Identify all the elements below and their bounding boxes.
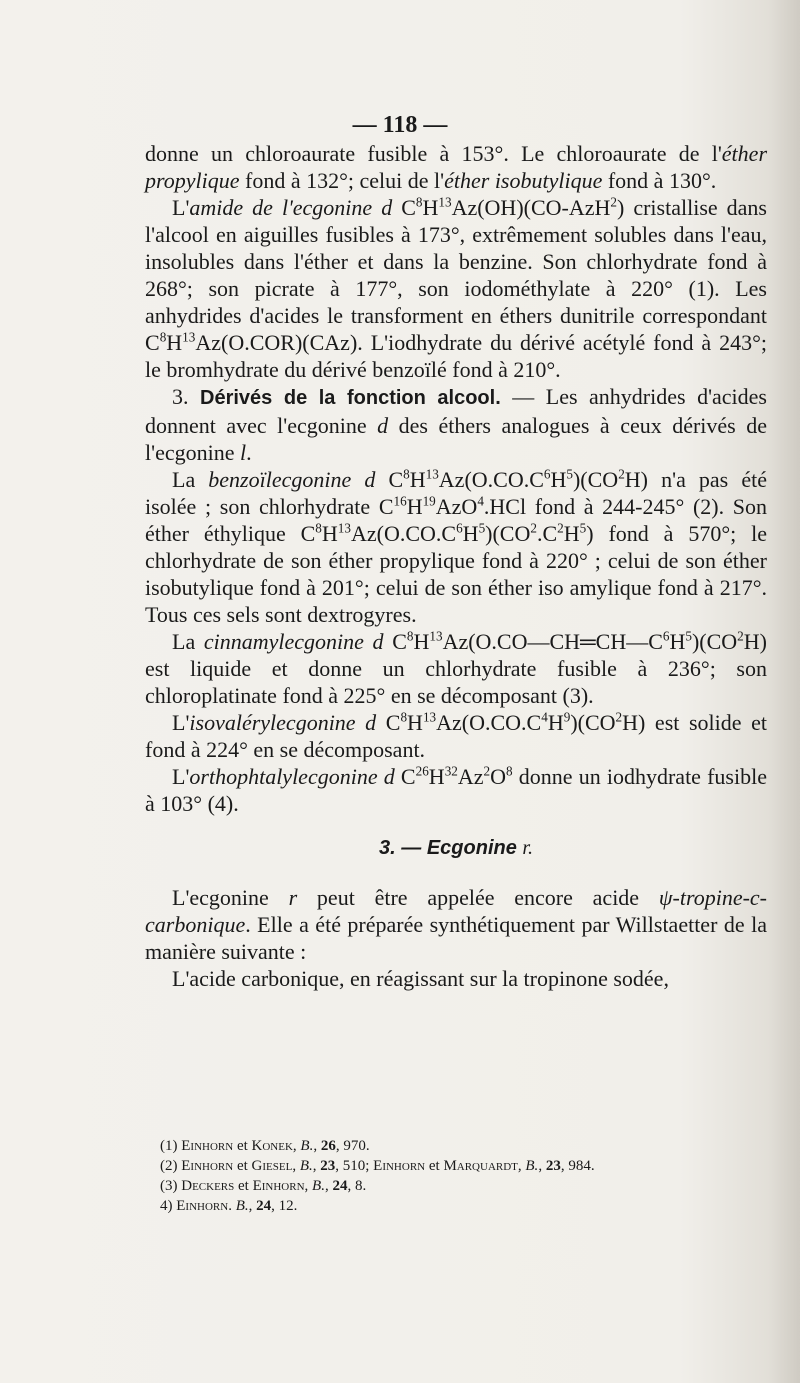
paragraph-2: L'amide de l'ecgonine d $C^8H^{13}Az(OH)(CO-AzH^2)$ cristallise dans l'alcool en aiguilles fusibles à 173°, extrêmement solubles dans l'eau, insolubles dans l'éther et dans la benzine. Son chlorhydrate fond à 268°; son picrate à 177°, son iodométhylate à 220° (1). Les anhydrides d'acides le transforment en éthers dunitrile correspondant $C^8H^{13}Az(O.COR)(CAz)$. L'iodhydrate du dérivé acétylé fond à 243°; le bromhydrate du dérivé benzoïlé fond à 210°.	[145, 194, 767, 382]
footnote-3: (3) Deckers et Einhorn, B., 24, 8.	[160, 1178, 367, 1194]
paragraph-3: 3. Dérivés de la fonction alcool. — Les anhydrides d'acides donnent avec l'ecgonine d des éthers analogues à ceux dérivés de l'ecgonine l.	[145, 384, 767, 465]
footnote-2: (2) Einhorn et Giesel, B., 23, 510; Einhorn et Marquardt, B., 23, 984.	[160, 1158, 595, 1174]
paragraph-8: L'ecgonine r peut être appelée encore acide ψ-tropine-c-carbonique. Elle a été préparée synthétiquement par Willstaetter de la manière suivante :	[145, 885, 768, 964]
paragraph-5: La cinnamylecgonine d $C^8H^{13}Az(O.CO—CH═CH—C^6H^5)(CO^2H)$ est liquide et donne un chlorhydrate fusible à 236°; son chloroplatinate fond à 225° en se décomposant (3).	[145, 628, 767, 708]
footnote-1: (1) Einhorn et Konek, B., 26, 970.	[160, 1138, 370, 1154]
paragraph-1: donne un chloroaurate fusible à 153°. Le chloroaurate de l'éther propylique fond à 132°; celui de l'éther isobutylique fond à 130°.	[145, 141, 767, 193]
section-heading: 3. — Ecgonine r.	[379, 837, 533, 859]
page-number: — 118 —	[352, 112, 448, 138]
footnote-4: 4) Einhorn. B., 24, 12.	[160, 1198, 298, 1214]
paragraph-9: L'acide carbonique, en réagissant sur la tropinone sodée,	[172, 966, 669, 991]
footnotes	[160, 1136, 760, 1216]
paragraph-4: La benzoïlecgonine d $C^8H^{13}Az(O.CO.C^6H^5)(CO^2H)$ n'a pas été isolée ; son chlorhydrate $C^{16}H^{19}AzO^4.HCl$ fond à 244-245° (2). Son éther éthylique $C^8H^{13}Az(O.CO.C^6H^5)(CO^2.C^2H^5)$ fond à 570°; le chlorhydrate de son éther propylique fond à 220° ; celui de son éther isobutylique fond à 201°; celui de son éther iso amylique fond à 217°. Tous ces sels sont dextrogyres.	[145, 466, 767, 627]
paragraph-6: L'isovalérylecgonine d $C^8H^{13}Az(O.CO.C^4H^9)(CO^2H)$ est solide et fond à 224° en se décomposant.	[145, 709, 767, 762]
paragraph-7: L'orthophtalylecgonine d $C^{26}H^{32}Az^2O^8$ donne un iodhydrate fusible à 103° (4).	[145, 763, 767, 816]
body-text	[145, 140, 767, 992]
